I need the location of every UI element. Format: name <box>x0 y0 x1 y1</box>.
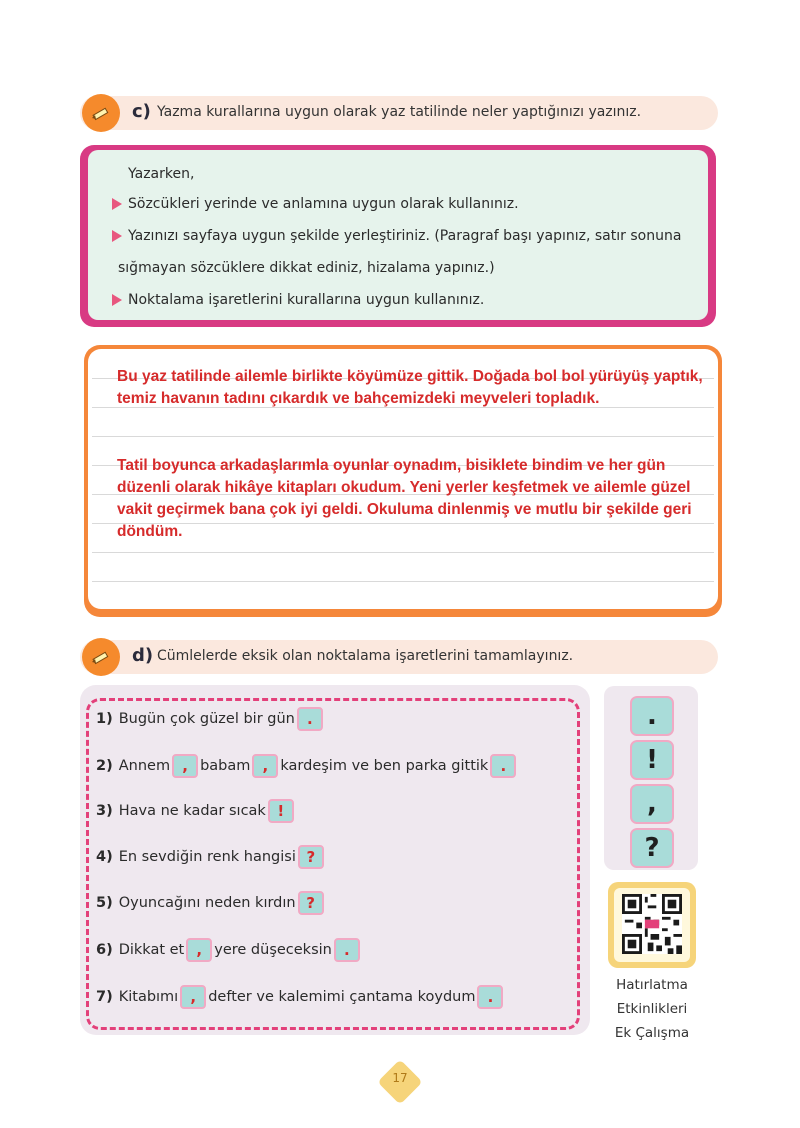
punctuation-slot[interactable]: . <box>297 707 323 731</box>
item-number: 1) <box>96 711 113 727</box>
exercise-item-1 <box>96 707 325 731</box>
pencil-icon <box>82 638 120 676</box>
punctuation-slot[interactable]: ! <box>268 799 294 823</box>
item-text: Hava ne kadar sıcak <box>118 803 266 819</box>
question-key[interactable]: ? <box>630 828 674 868</box>
qr-code-icon[interactable] <box>622 894 682 954</box>
punctuation-slot[interactable]: . <box>334 938 360 962</box>
punctuation-slot[interactable]: , <box>180 985 206 1009</box>
item-text: Annem <box>118 758 171 774</box>
writing-line <box>92 581 714 582</box>
rule-item-3: Noktalama işaretlerini kurallarına uygun kullanınız. <box>128 292 485 308</box>
item-text: Oyuncağını neden kırdın <box>118 895 296 911</box>
item-text: babam <box>200 758 251 774</box>
caption-line-3: Ek Çalışma <box>614 1025 690 1041</box>
item-number: 4) <box>96 849 113 865</box>
answer-paragraph-2: Tatil boyunca arkadaşlarımla oyunlar oynadım, bisiklete bindim ve her gün düzenli olarak hikâye kitapları okudum. Yeni yerler keşfetmek ve ailemle güzel vakit geçirmek bana çok iyi geldi. Okuluma dinlenmiş ve mutlu bir şekilde geri döndüm. <box>117 457 692 540</box>
item-text: Dikkat et <box>118 942 185 958</box>
section-c-instruction: Yazma kurallarına uygun olarak yaz tatilinde neler yaptığınızı yazınız. <box>157 104 642 120</box>
page-number: 17 <box>392 1071 408 1085</box>
punctuation-slot[interactable]: , <box>252 754 278 778</box>
caption-line-1: Hatırlatma <box>616 977 688 993</box>
period-key[interactable]: . <box>630 696 674 736</box>
writing-line <box>92 552 714 553</box>
bullet-triangle-icon <box>112 294 122 306</box>
punctuation-slot[interactable]: , <box>186 938 212 962</box>
section-c-letter: c) <box>132 101 151 122</box>
item-number: 2) <box>96 758 113 774</box>
punctuation-slot[interactable]: . <box>477 985 503 1009</box>
rule-item-1: Sözcükleri yerinde ve anlamına uygun olarak kullanınız. <box>128 196 519 212</box>
exercise-item-5 <box>96 891 326 915</box>
item-number: 6) <box>96 942 113 958</box>
rule-item-2: Yazınızı sayfaya uygun şekilde yerleştiriniz. (Paragraf başı yapınız, satır sonuna <box>128 228 682 244</box>
item-number: 3) <box>96 803 113 819</box>
exercise-item-6 <box>96 938 362 962</box>
item-text: yere düşeceksin <box>214 942 332 958</box>
bullet-triangle-icon <box>112 230 122 242</box>
rule-item-2-continued: sığmayan sözcüklere dikkat ediniz, hizalama yapınız.) <box>118 260 495 276</box>
rules-intro: Yazarken, <box>128 166 195 182</box>
exclamation-key[interactable]: ! <box>630 740 674 780</box>
item-text: Bugün çok güzel bir gün <box>118 711 295 727</box>
writing-line <box>92 436 714 437</box>
caption-line-2: Etkinlikleri <box>616 1001 688 1017</box>
exercise-item-4 <box>96 845 326 869</box>
comma-key[interactable]: , <box>630 784 674 824</box>
punctuation-slot[interactable]: , <box>172 754 198 778</box>
item-number: 5) <box>96 895 113 911</box>
punctuation-slot[interactable]: ? <box>298 891 324 915</box>
punctuation-slot[interactable]: ? <box>298 845 324 869</box>
item-text: defter ve kalemimi çantama koydum <box>208 989 476 1005</box>
punctuation-slot[interactable]: . <box>490 754 516 778</box>
item-text: kardeşim ve ben parka gittik <box>280 758 489 774</box>
exercise-item-2 <box>96 754 518 778</box>
item-number: 7) <box>96 989 113 1005</box>
exercise-item-7 <box>96 985 505 1009</box>
exercise-item-3 <box>96 799 296 823</box>
section-d-letter: d) <box>132 645 154 666</box>
item-text: En sevdiğin renk hangisi <box>118 849 296 865</box>
section-d-instruction: Cümlelerde eksik olan noktalama işaretlerini tamamlayınız. <box>157 648 574 664</box>
pencil-icon <box>82 94 120 132</box>
answer-paragraph-1: Bu yaz tatilinde ailemle birlikte köyümüze gittik. Doğada bol bol yürüyüş yaptık, temiz havanın tadını çıkardık ve bahçemizdeki meyveleri topladık. <box>117 368 703 407</box>
bullet-triangle-icon <box>112 198 122 210</box>
item-text: Kitabımı <box>118 989 179 1005</box>
